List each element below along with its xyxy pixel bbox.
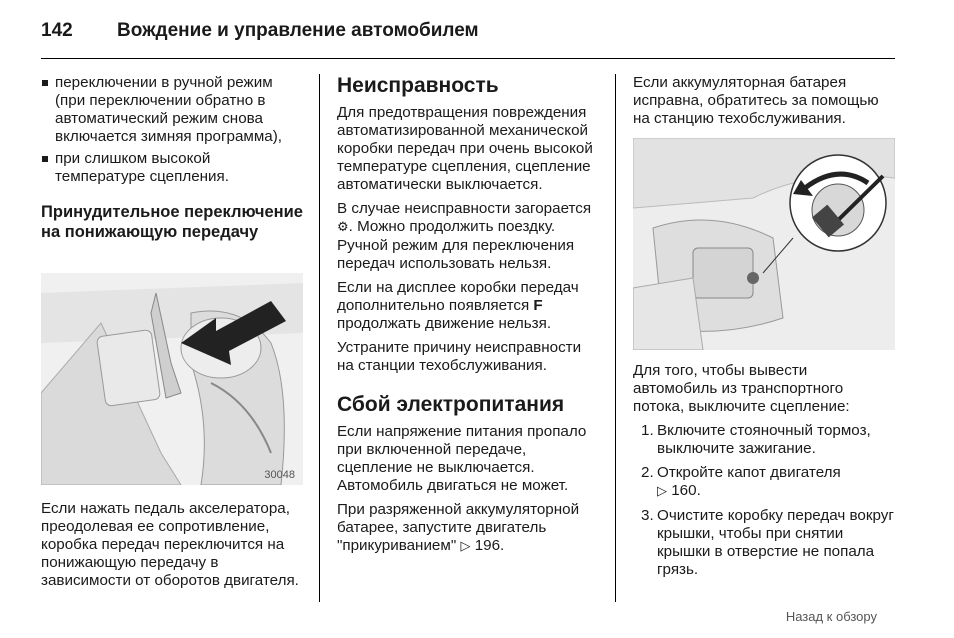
heading-power-failure: Сбой электропитания	[337, 393, 565, 416]
page-number: 142	[41, 20, 73, 41]
power-paragraph-1: Если напряжение питания пропало при включенной передаче, сцепление не выключается. Автомобиль двигаться не может.	[337, 423, 587, 494]
gearbox-warning-icon: ⚙	[337, 220, 349, 235]
step-number: 3.	[641, 507, 654, 524]
page-reference-icon: ▷	[460, 539, 471, 554]
fault-text-after-icon: . Можно продолжить поездку. Ручной режим для переключения передач использовать нельзя.	[337, 218, 575, 272]
bullet-item: при слишком высокой температуре сцепления.	[41, 150, 303, 186]
accelerator-pedal-drawing	[41, 273, 303, 485]
page-reference-icon: ▷	[657, 484, 667, 499]
gearbox-cover-drawing	[633, 138, 895, 350]
pedal-illustration	[41, 273, 303, 485]
display-letter-f: F	[533, 297, 543, 314]
fault-text-display: Если на дисплее коробки передач дополнительно появляется	[337, 279, 579, 314]
column-right-lower	[633, 362, 895, 585]
column-divider	[319, 74, 320, 602]
battery-paragraph: Если аккумуляторная батарея исправна, обратитесь за помощью на станцию техобслуживания.	[633, 74, 879, 127]
tow-intro-paragraph: Для того, чтобы вывести автомобиль из транспортного потока, выключите сцепление:	[633, 362, 850, 415]
page-reference-link[interactable]: 160.	[671, 482, 701, 499]
jump-start-text: При разряженной аккумуляторной батарее, запустите двигатель "прикуриванием"	[337, 501, 580, 554]
step-text: Включите стояночный тормоз, выключите зажигание.	[657, 422, 871, 457]
fault-paragraph-3	[337, 279, 599, 333]
power-paragraph-2	[337, 501, 599, 556]
heading-fault: Неисправность	[337, 74, 499, 97]
fault-paragraph-4: Устраните причину неисправности на станции техобслуживания.	[337, 339, 582, 374]
subheading-kickdown: Принудительное переключение на понижающую передачу	[41, 203, 303, 241]
chapter-title: Вождение и управление автомобилем	[117, 20, 479, 41]
fault-paragraph-2	[337, 200, 599, 273]
fault-text-stop: продолжать движение нельзя.	[337, 315, 552, 332]
gearbox-illustration	[633, 138, 895, 350]
step-item	[633, 464, 895, 501]
step-text: Откройте капот двигателя	[657, 464, 841, 481]
step-item	[633, 422, 895, 458]
figure-number: 30048	[264, 469, 295, 481]
kickdown-paragraph: Если нажать педаль акселератора, преодолевая ее сопротивление, коробка передач переключится на понижающую передачу в зависимости от оборотов двигателя.	[41, 500, 299, 589]
step-number: 2.	[641, 464, 654, 481]
column-divider	[615, 74, 616, 602]
step-text: Очистите коробку передач вокруг крышки, чтобы при снятии крышки в отверстие не попала грязь.	[657, 507, 894, 578]
page-header	[41, 20, 894, 48]
fault-text-before-icon: В случае неисправности загорается	[337, 200, 592, 217]
back-to-overview-link[interactable]: Назад к обзору	[785, 609, 877, 624]
bullet-item: переключении в ручной режим (при переключении обратно в автоматический режим снова включается зимняя программа),	[41, 74, 303, 146]
step-number: 1.	[641, 422, 654, 439]
page-reference-link[interactable]: 196.	[474, 537, 505, 554]
column-left	[41, 74, 303, 246]
fault-paragraph-1: Для предотвращения повреждения автоматизированной механической коробки передач при очень высокой температуре сцепления, сцепление автоматически выключается.	[337, 104, 593, 193]
column-right	[633, 74, 895, 134]
step-item	[633, 507, 895, 579]
column-left-lower	[41, 500, 303, 596]
header-divider	[41, 58, 895, 59]
column-middle	[337, 74, 599, 562]
